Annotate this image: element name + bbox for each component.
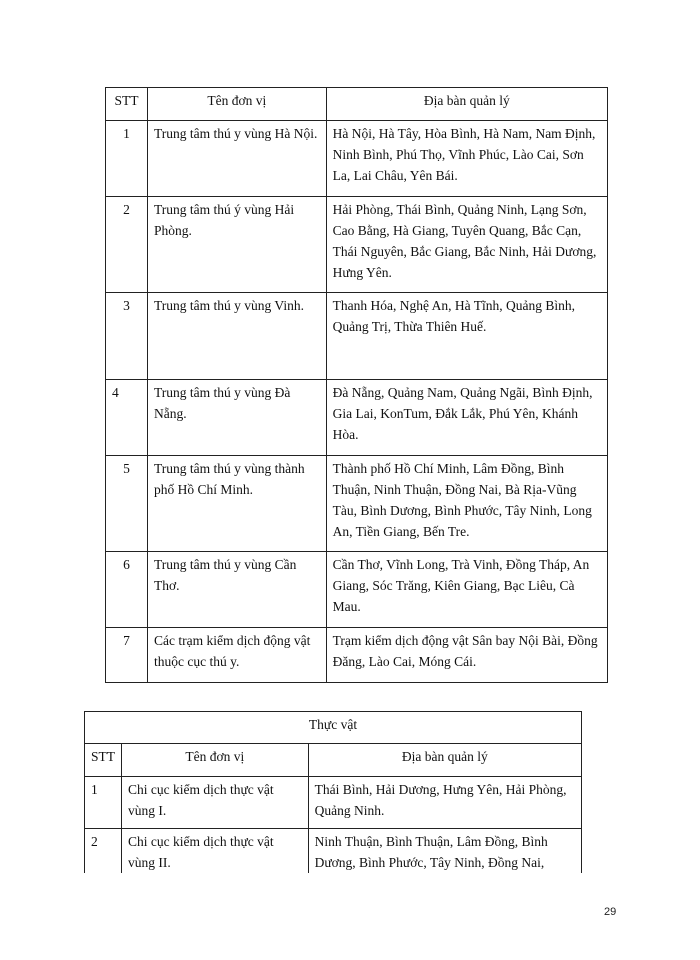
row-unit: Trung tâm thú ý vùng Hải Phòng.	[147, 197, 326, 293]
table-header-row	[85, 744, 582, 777]
table-title-row	[85, 712, 582, 744]
row-stt: 1	[106, 121, 148, 197]
row-unit: Chi cục kiểm dịch thực vật vùng II.	[122, 829, 309, 874]
header-unit: Tên đơn vị	[147, 88, 326, 121]
animal-units-table	[105, 87, 608, 683]
table-title: Thực vật	[85, 712, 582, 744]
row-stt: 3	[106, 293, 148, 380]
table-row	[106, 456, 608, 552]
table-row	[85, 829, 582, 874]
row-unit: Trung tâm thú y vùng Cần Thơ.	[147, 552, 326, 628]
plant-units-table	[84, 711, 582, 873]
row-unit: Trung tâm thú y vùng Hà Nội.	[147, 121, 326, 197]
row-area: Thái Bình, Hải Dương, Hưng Yên, Hải Phòng, Quảng Ninh.	[308, 777, 581, 829]
row-unit: Trung tâm thú y vùng Vinh.	[147, 293, 326, 380]
page-number: 29	[604, 906, 617, 918]
table-row	[106, 197, 608, 293]
table-row	[106, 380, 608, 456]
row-area: Ninh Thuận, Bình Thuận, Lâm Đồng, Bình Dương, Bình Phước, Tây Ninh, Đồng Nai,	[308, 829, 581, 874]
row-unit: Trung tâm thú y vùng thành phố Hồ Chí Minh.	[147, 456, 326, 552]
header-stt: STT	[106, 88, 148, 121]
header-area: Địa bàn quản lý	[308, 744, 581, 777]
row-area: Đà Nẵng, Quảng Nam, Quảng Ngãi, Bình Định, Gia Lai, KonTum, Đắk Lắk, Phú Yên, Khánh Hòa.	[326, 380, 607, 456]
table-row	[106, 121, 608, 197]
row-area: Trạm kiểm dịch động vật Sân bay Nội Bài, Đồng Đăng, Lào Cai, Móng Cái.	[326, 628, 607, 683]
row-stt: 4	[106, 380, 148, 456]
header-area: Địa bàn quản lý	[326, 88, 607, 121]
row-stt: 1	[85, 777, 122, 829]
header-unit: Tên đơn vị	[122, 744, 309, 777]
row-stt: 5	[106, 456, 148, 552]
row-area: Hải Phòng, Thái Bình, Quảng Ninh, Lạng Sơn, Cao Bằng, Hà Giang, Tuyên Quang, Bắc Cạn, Thái Nguyên, Bắc Giang, Bắc Ninh, Hải Dương, Hưng Yên.	[326, 197, 607, 293]
row-unit: Trung tâm thú y vùng Đà Nẵng.	[147, 380, 326, 456]
row-stt: 2	[106, 197, 148, 293]
row-stt: 2	[85, 829, 122, 874]
row-area: Thành phố Hồ Chí Minh, Lâm Đồng, Bình Thuận, Ninh Thuận, Đồng Nai, Bà Rịa-Vũng Tàu, Bình Dương, Bình Phước, Tây Ninh, Long An, Tiền Giang, Bến Tre.	[326, 456, 607, 552]
table-header-row	[106, 88, 608, 121]
row-area: Thanh Hóa, Nghệ An, Hà Tĩnh, Quảng Bình, Quảng Trị, Thừa Thiên Huế.	[326, 293, 607, 380]
table-row	[106, 552, 608, 628]
row-area: Hà Nội, Hà Tây, Hòa Bình, Hà Nam, Nam Định, Ninh Bình, Phú Thọ, Vĩnh Phúc, Lào Cai, Sơn La, Lai Châu, Yên Bái.	[326, 121, 607, 197]
table-row	[106, 628, 608, 683]
header-stt: STT	[85, 744, 122, 777]
row-unit: Chi cục kiểm dịch thực vật vùng I.	[122, 777, 309, 829]
row-unit: Các trạm kiểm dịch động vật thuộc cục thú y.	[147, 628, 326, 683]
row-area: Cần Thơ, Vĩnh Long, Trà Vinh, Đồng Tháp, An Giang, Sóc Trăng, Kiên Giang, Bạc Liêu, Cà Mau.	[326, 552, 607, 628]
row-stt: 7	[106, 628, 148, 683]
table-row	[106, 293, 608, 380]
row-stt: 6	[106, 552, 148, 628]
table-row	[85, 777, 582, 829]
